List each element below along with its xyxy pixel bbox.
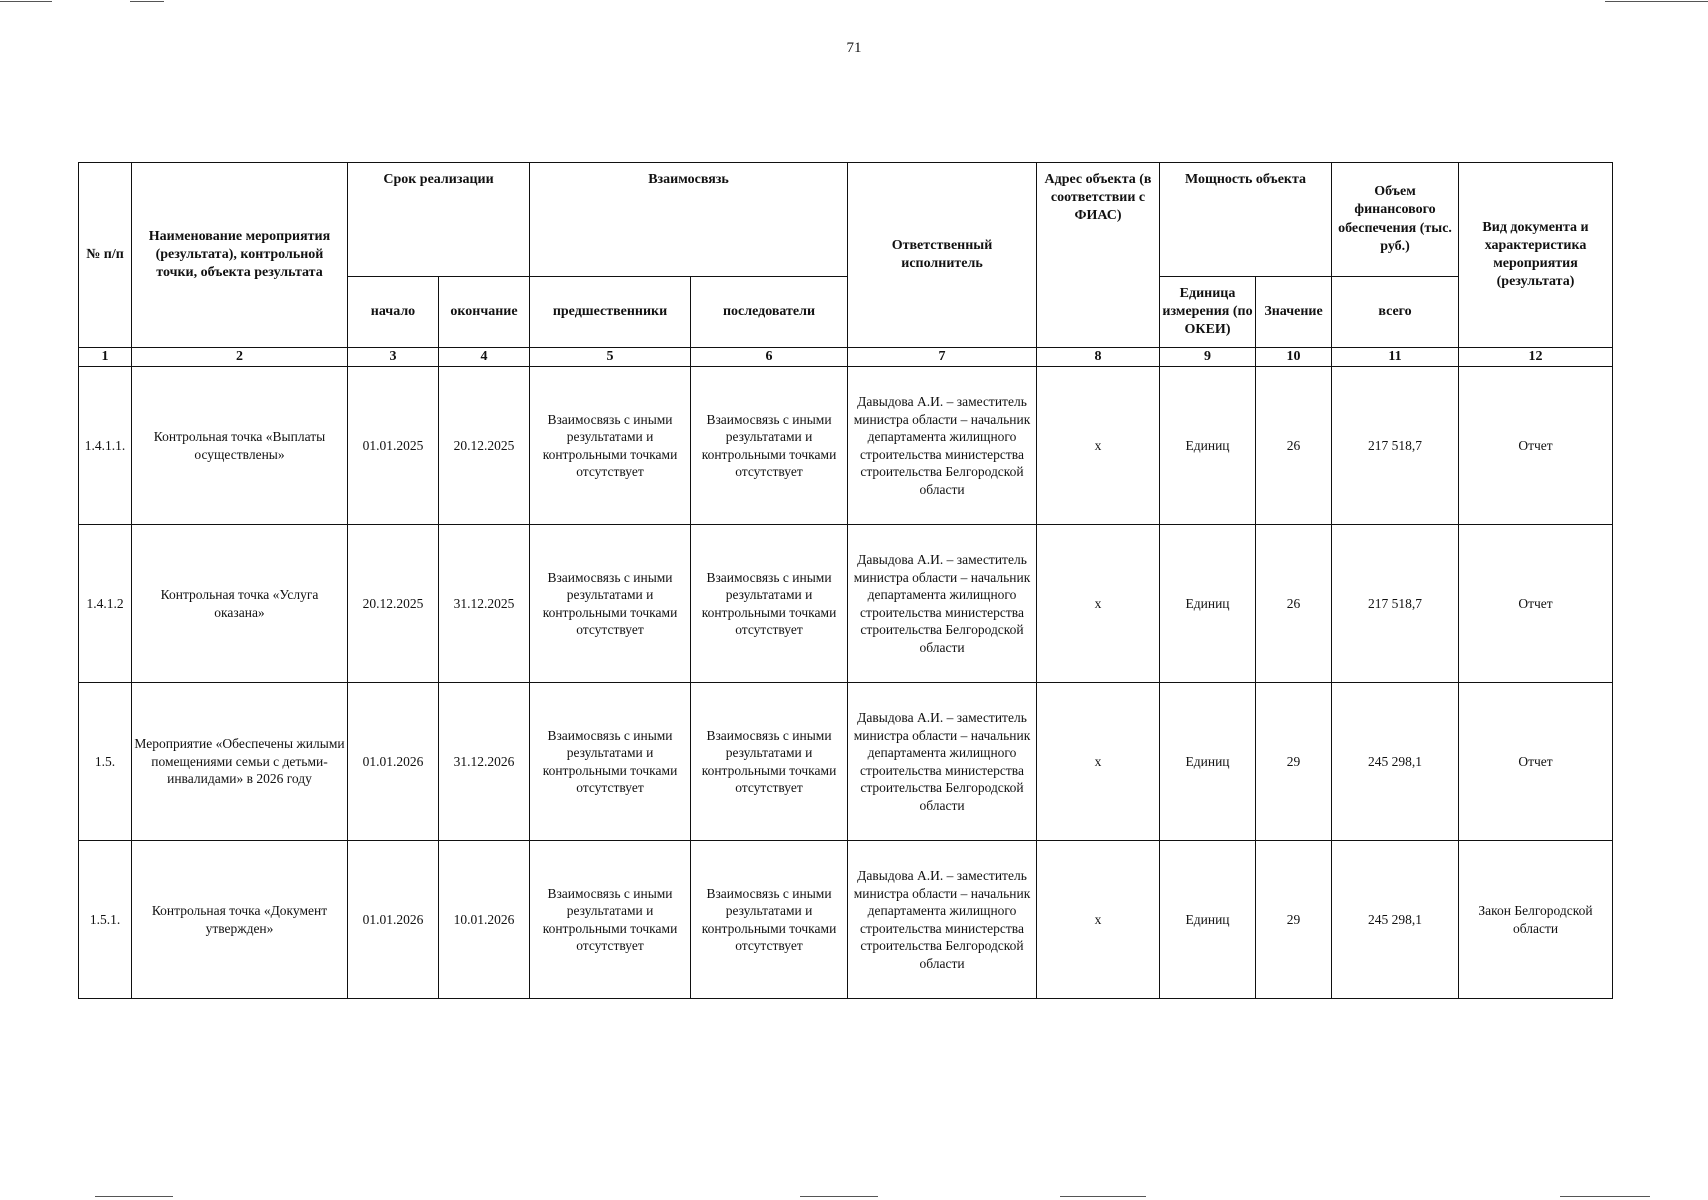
cell-start: 01.01.2026 [348, 683, 439, 841]
cell-unit: Единиц [1160, 367, 1256, 525]
cell-value: 29 [1256, 841, 1332, 999]
cell-successors: Взаимосвязь с иными результатами и контрольными точками отсутствует [691, 367, 848, 525]
cell-end: 20.12.2025 [439, 367, 530, 525]
header-capacity: Мощность объекта [1160, 163, 1332, 277]
plan-table [78, 162, 1613, 999]
header-total: всего [1332, 277, 1459, 348]
cell-responsible: Давыдова А.И. – заместитель министра области – начальник департамента жилищного строительства министерства строительства Белгородской области [848, 683, 1037, 841]
header-value: Значение [1256, 277, 1332, 348]
cell-total: 245 298,1 [1332, 841, 1459, 999]
column-number: 3 [348, 348, 439, 367]
cell-successors: Взаимосвязь с иными результатами и контрольными точками отсутствует [691, 841, 848, 999]
cell-doctype: Отчет [1459, 683, 1613, 841]
cell-value: 26 [1256, 367, 1332, 525]
cell-end: 31.12.2026 [439, 683, 530, 841]
page-number: 71 [846, 40, 862, 56]
cell-responsible: Давыдова А.И. – заместитель министра области – начальник департамента жилищного строительства министерства строительства Белгородской области [848, 525, 1037, 683]
cell-unit: Единиц [1160, 525, 1256, 683]
cell-total: 217 518,7 [1332, 525, 1459, 683]
cell-predecessors: Взаимосвязь с иными результатами и контрольными точками отсутствует [530, 683, 691, 841]
column-number: 10 [1256, 348, 1332, 367]
cell-responsible: Давыдова А.И. – заместитель министра области – начальник департамента жилищного строительства министерства строительства Белгородской области [848, 367, 1037, 525]
column-number: 5 [530, 348, 691, 367]
cell-value: 26 [1256, 525, 1332, 683]
cell-successors: Взаимосвязь с иными результатами и контрольными точками отсутствует [691, 525, 848, 683]
column-number: 8 [1037, 348, 1160, 367]
column-number: 9 [1160, 348, 1256, 367]
cell-start: 20.12.2025 [348, 525, 439, 683]
header-address: Адрес объекта (в соответствии с ФИАС) [1037, 163, 1160, 348]
header-end: окончание [439, 277, 530, 348]
header-doctype: Вид документа и характеристика мероприятия (результата) [1459, 163, 1613, 348]
scan-edge-line [1560, 1196, 1650, 1197]
column-number: 11 [1332, 348, 1459, 367]
header-period: Срок реализации [348, 163, 530, 277]
cell-start: 01.01.2026 [348, 841, 439, 999]
cell-predecessors: Взаимосвязь с иными результатами и контрольными точками отсутствует [530, 841, 691, 999]
cell-predecessors: Взаимосвязь с иными результатами и контрольными точками отсутствует [530, 367, 691, 525]
column-number: 12 [1459, 348, 1613, 367]
header-start: начало [348, 277, 439, 348]
header-num: № п/п [79, 163, 132, 348]
cell-doctype: Отчет [1459, 525, 1613, 683]
cell-address: х [1037, 367, 1160, 525]
table-row [79, 683, 1613, 841]
scan-edge-line [1060, 1196, 1146, 1197]
cell-unit: Единиц [1160, 683, 1256, 841]
cell-end: 10.01.2026 [439, 841, 530, 999]
scan-edge-line [1605, 1, 1708, 2]
scan-edge-line [800, 1196, 878, 1197]
cell-address: х [1037, 841, 1160, 999]
header-successors: последователи [691, 277, 848, 348]
header-funding: Объем финансового обеспечения (тыс. руб.) [1332, 163, 1459, 277]
header-unit: Единица измерения (по ОКЕИ) [1160, 277, 1256, 348]
cell-name: Контрольная точка «Выплаты осуществлены» [132, 367, 348, 525]
header-relation: Взаимосвязь [530, 163, 848, 277]
cell-name: Контрольная точка «Услуга оказана» [132, 525, 348, 683]
header-predecessors: предшественники [530, 277, 691, 348]
table-row [79, 841, 1613, 999]
scan-edge-line [130, 1, 164, 2]
column-number: 4 [439, 348, 530, 367]
cell-value: 29 [1256, 683, 1332, 841]
cell-num: 1.4.1.1. [79, 367, 132, 525]
cell-num: 1.4.1.2 [79, 525, 132, 683]
cell-predecessors: Взаимосвязь с иными результатами и контрольными точками отсутствует [530, 525, 691, 683]
column-number: 2 [132, 348, 348, 367]
cell-doctype: Отчет [1459, 367, 1613, 525]
cell-successors: Взаимосвязь с иными результатами и контрольными точками отсутствует [691, 683, 848, 841]
column-number: 6 [691, 348, 848, 367]
cell-address: х [1037, 683, 1160, 841]
scan-edge-line [0, 1, 52, 2]
cell-num: 1.5. [79, 683, 132, 841]
cell-total: 245 298,1 [1332, 683, 1459, 841]
cell-start: 01.01.2025 [348, 367, 439, 525]
column-number: 1 [79, 348, 132, 367]
table-row [79, 525, 1613, 683]
scan-edge-line [95, 1196, 173, 1197]
header-responsible: Ответственный исполнитель [848, 163, 1037, 348]
cell-address: х [1037, 525, 1160, 683]
cell-num: 1.5.1. [79, 841, 132, 999]
cell-name: Мероприятие «Обеспечены жилыми помещениями семьи с детьми-инвалидами» в 2026 году [132, 683, 348, 841]
header-name: Наименование мероприятия (результата), контрольной точки, объекта результата [132, 163, 348, 348]
cell-total: 217 518,7 [1332, 367, 1459, 525]
cell-name: Контрольная точка «Документ утвержден» [132, 841, 348, 999]
cell-doctype: Закон Белгородской области [1459, 841, 1613, 999]
table-row [79, 367, 1613, 525]
cell-responsible: Давыдова А.И. – заместитель министра области – начальник департамента жилищного строительства министерства строительства Белгородской области [848, 841, 1037, 999]
cell-end: 31.12.2025 [439, 525, 530, 683]
column-number: 7 [848, 348, 1037, 367]
cell-unit: Единиц [1160, 841, 1256, 999]
